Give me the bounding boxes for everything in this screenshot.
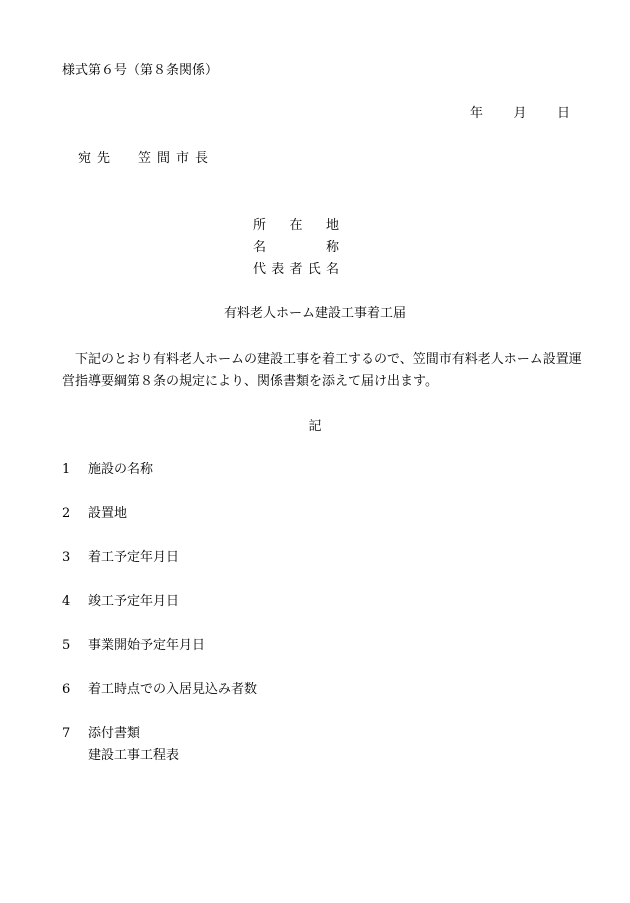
applicant-block [253, 218, 339, 284]
ki-heading: 記 [308, 419, 322, 434]
document-title: 有料老人ホーム建設工事着工届 [223, 306, 406, 321]
char: 在 [289, 218, 303, 233]
list-item [62, 594, 257, 638]
char: 名 [253, 240, 267, 255]
item-number: 5 [62, 638, 71, 653]
form-number: 様式第６号（第８条関係） [62, 63, 219, 78]
item-number: 4 [62, 594, 71, 609]
item-label: 添付書類 [88, 726, 141, 741]
item-label: 着工予定年月日 [88, 550, 180, 565]
char: 氏 [307, 262, 321, 277]
date-day: 日 [556, 106, 570, 121]
item-label: 施設の名称 [88, 462, 154, 477]
addressee-label: 宛先 [78, 151, 117, 166]
item-number: 1 [62, 462, 71, 477]
date-month: 月 [513, 106, 527, 121]
char: 所 [253, 218, 267, 233]
list-item [62, 462, 257, 506]
item-label: 事業開始予定年月日 [88, 638, 206, 653]
char: 名 [325, 262, 339, 277]
date-year: 年 [470, 106, 484, 121]
list-item [62, 638, 257, 682]
applicant-address-label [253, 218, 339, 240]
char: 代 [253, 262, 267, 277]
item-number: 3 [62, 550, 71, 565]
applicant-representative-label [253, 262, 339, 284]
char: 者 [289, 262, 303, 277]
list-item [62, 726, 257, 763]
char: 地 [325, 218, 339, 233]
item-label: 竣工予定年月日 [88, 594, 180, 609]
item-sub-label: 建設工事工程表 [88, 747, 180, 763]
char: 称 [325, 240, 339, 255]
applicant-name-label [253, 240, 339, 262]
item-number: 2 [62, 506, 71, 521]
item-number: 7 [62, 726, 71, 741]
list-item [62, 550, 257, 594]
item-label: 着工時点での入居見込み者数 [88, 682, 258, 697]
list-item [62, 506, 257, 550]
item-number: 6 [62, 682, 71, 697]
body-paragraph: 下記のとおり有料老人ホームの建設工事を着工するので、笠間市有料老人ホーム設置運営指導要綱第８条の規定により、関係書類を添えて届け出ます。 [62, 352, 582, 389]
addressee-name: 笠間市長 [138, 151, 215, 166]
list-item [62, 682, 257, 726]
date-row [470, 106, 570, 122]
char: 表 [271, 262, 285, 277]
addressee [78, 151, 214, 167]
item-label: 設置地 [88, 506, 128, 521]
item-list [62, 462, 257, 763]
